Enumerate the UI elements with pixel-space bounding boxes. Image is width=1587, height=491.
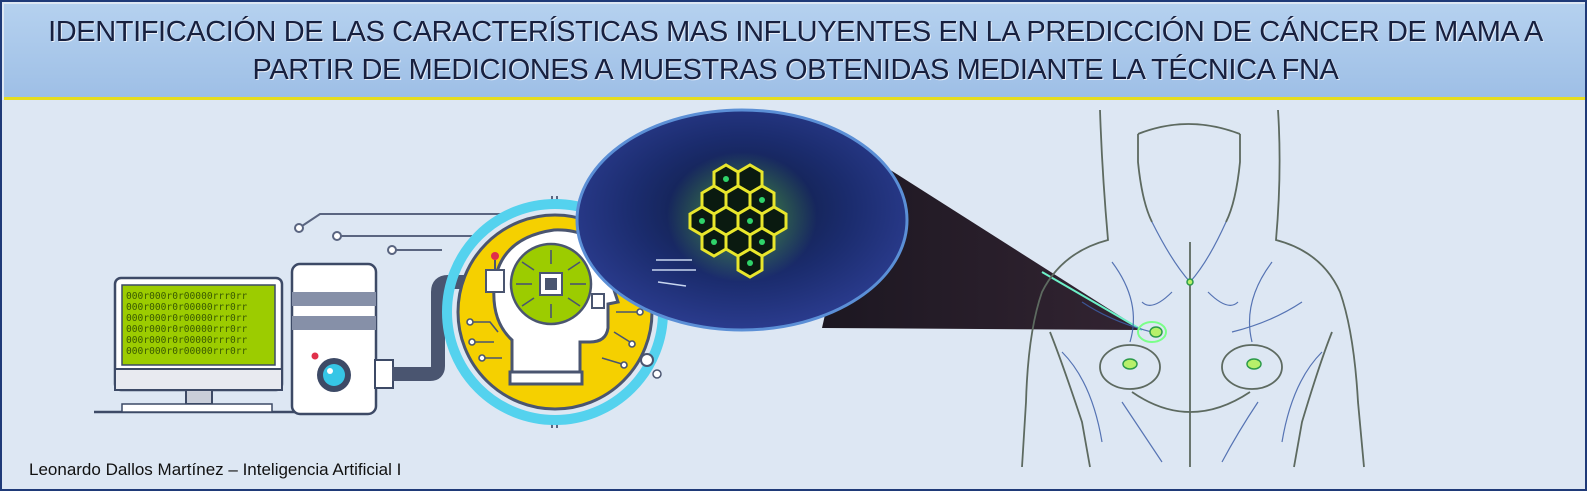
microscope-cell-view-icon (577, 110, 907, 330)
pc-tower-icon (292, 264, 393, 414)
monitor-code-text (126, 291, 248, 357)
code-line: 000r000r0r00000rrr0rr (126, 346, 248, 357)
author-credit: Leonardo Dallos Martínez – Inteligencia Artificial I (29, 460, 402, 479)
title-line-2: PARTIR DE MEDICIONES A MUESTRAS OBTENIDAS MEDIANTE LA TÉCNICA FNA (252, 53, 1339, 86)
code-line: 000r000r0r00000rrr0rr (126, 335, 248, 346)
lymph-vessels (1062, 222, 1322, 462)
title-banner (4, 4, 1587, 100)
code-line: 000r000r0r00000rrr0rr (126, 324, 248, 335)
code-line: 000r000r0r00000rrr0rr (126, 302, 248, 313)
code-line: 000r000r0r00000rrr0rr (126, 291, 248, 302)
title-line-1: IDENTIFICACIÓN DE LAS CARACTERÍSTICAS MAS INFLUYENTES EN LA PREDICCIÓN DE CÁNCER DE MAMA A (48, 15, 1543, 48)
code-line: 000r000r0r00000rrr0rr (126, 313, 248, 324)
